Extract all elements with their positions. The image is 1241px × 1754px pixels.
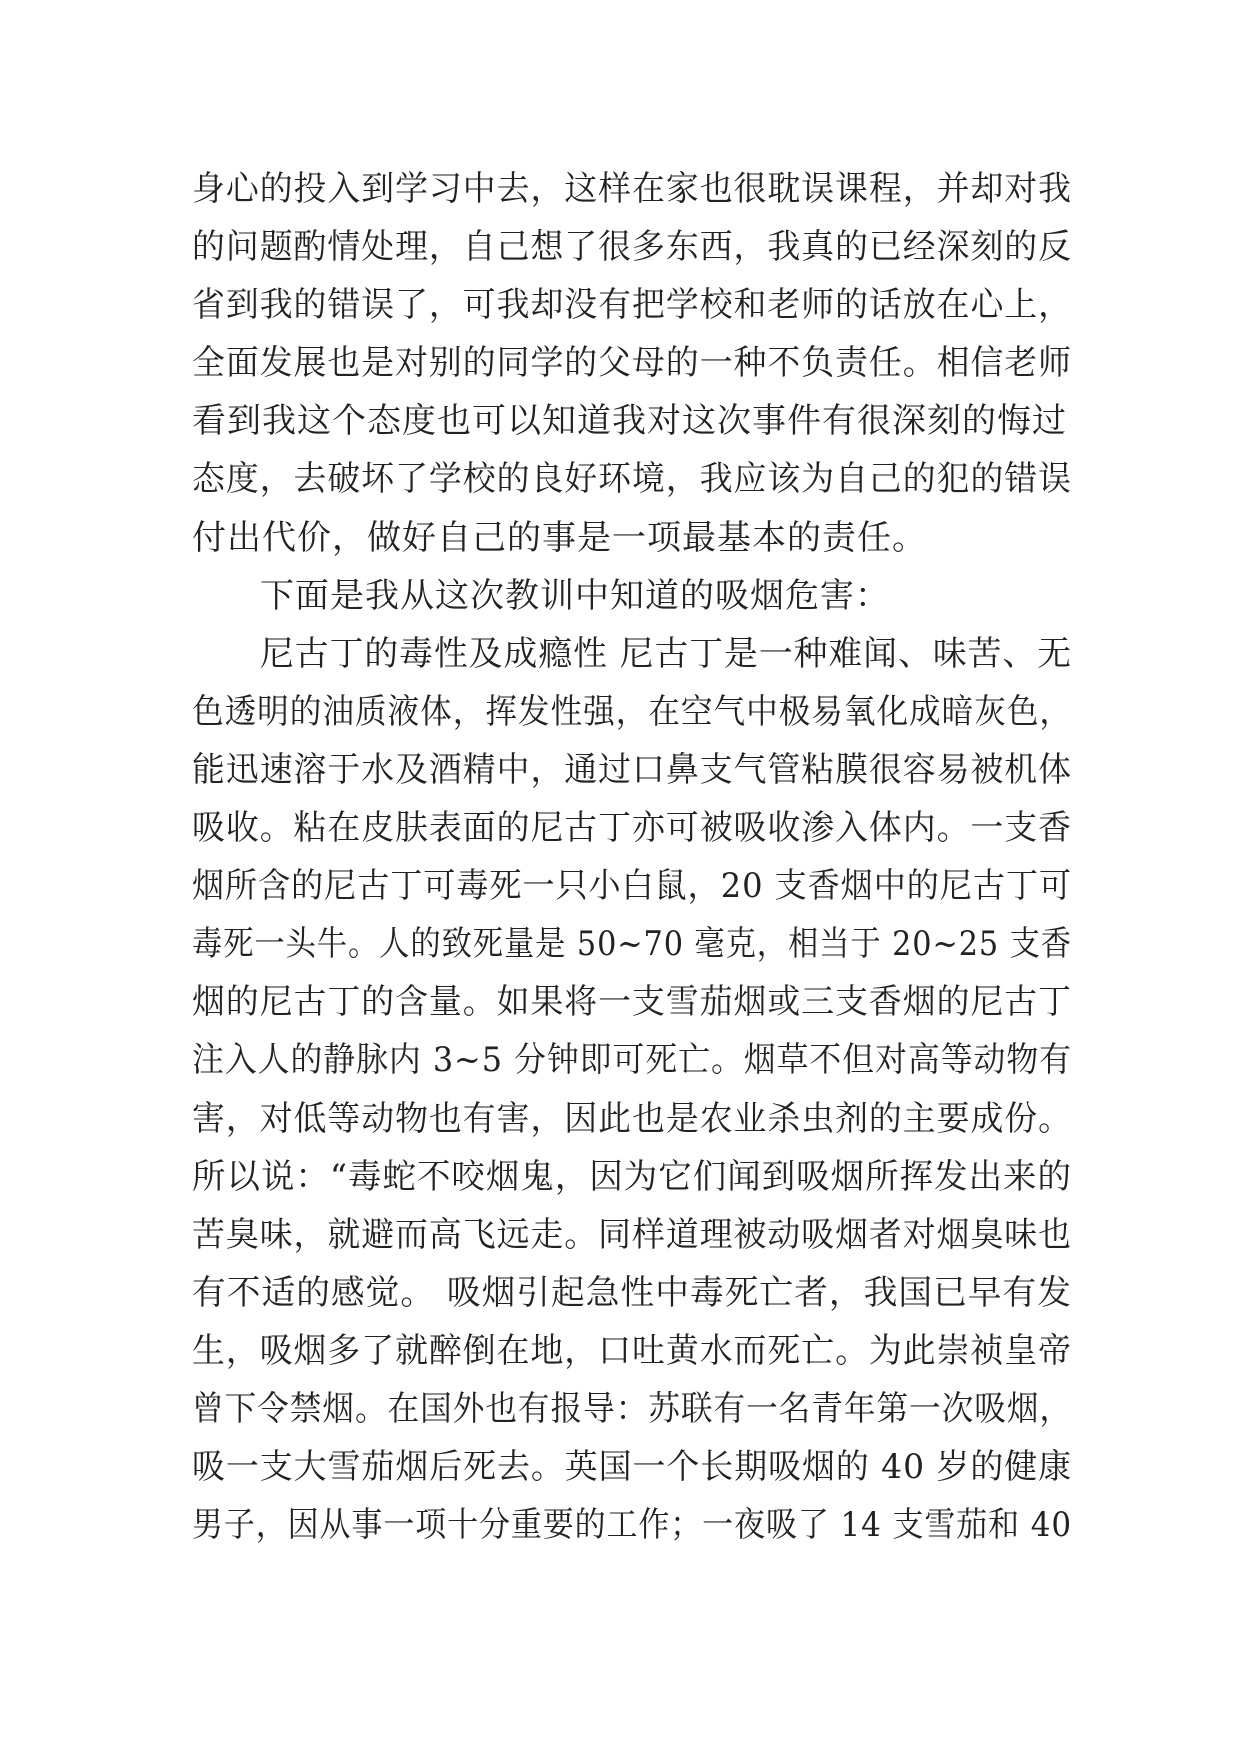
text-line: 烟所含的尼古丁可毒死一只小白鼠，20 支香烟中的尼古丁可 <box>192 866 1072 907</box>
text-line: 全面发展也是对别的同学的父母的一种不负责任。相信老师 <box>192 343 1072 384</box>
text-line: 所以说：“毒蛇不咬烟鬼，因为它们闻到吸烟所挥发出来的 <box>192 1156 1072 1197</box>
text-line: 身心的投入到学习中去，这样在家也很耽误课程，并却对我 <box>192 169 1072 209</box>
text-line: 烟的尼古丁的含量。如果将一支雪茄烟或三支香烟的尼古丁 <box>192 982 1072 1023</box>
text-line: 苦臭味，就避而高飞远走。同样道理被动吸烟者对烟臭味也 <box>192 1214 1072 1255</box>
text-line: 省到我的错误了，可我却没有把学校和老师的话放在心上， <box>192 285 1072 326</box>
text-line: 害，对低等动物也有害，因此也是农业杀虫剂的主要成份。 <box>192 1098 1072 1139</box>
text-line: 色透明的油质液体，挥发性强，在空气中极易氧化成暗灰色， <box>192 691 1072 732</box>
text-line: 态度，去破坏了学校的良好环境，我应该为自己的犯的错误 <box>192 459 1072 500</box>
text-line: 看到我这个态度也可以知道我对这次事件有很深刻的悔过 <box>192 401 1067 442</box>
text-line: 付出代价，做好自己的事是一项最基本的责任。 <box>192 517 927 558</box>
text-line: 的问题酌情处理，自己想了很多东西，我真的已经深刻的反 <box>192 227 1072 268</box>
text-line: 能迅速溶于水及酒精中，通过口鼻支气管粘膜很容易被机体 <box>192 749 1072 790</box>
text-line: 生，吸烟多了就醉倒在地，口吐黄水而死亡。为此崇祯皇帝 <box>192 1330 1072 1371</box>
text-line: 吸一支大雪茄烟后死去。英国一个长期吸烟的 40 岁的健康 <box>192 1447 1072 1488</box>
text-line: 毒死一头牛。人的致死量是 50~70 毫克，相当于 20~25 支香 <box>192 924 1072 965</box>
text-line: 吸收。粘在皮肤表面的尼古丁亦可被吸收渗入体内。一支香 <box>192 808 1072 849</box>
paragraph-first-line: 下面是我从这次教训中知道的吸烟危害： <box>260 575 890 616</box>
text-line: 注入人的静脉内 3~5 分钟即可死亡。烟草不但对高等动物有 <box>192 1040 1072 1081</box>
text-line: 男子，因从事一项十分重要的工作；一夜吸了 14 支雪茄和 40 <box>192 1505 1072 1546</box>
paragraph-first-line: 尼古丁的毒性及成瘾性 尼古丁是一种难闻、味苦、无 <box>260 633 1072 674</box>
text-line: 曾下令禁烟。在国外也有报导：苏联有一名青年第一次吸烟， <box>192 1388 1072 1429</box>
text-line: 有不适的感觉。 吸烟引起急性中毒死亡者，我国已早有发 <box>192 1272 1072 1313</box>
body-text <box>192 160 1072 1554</box>
